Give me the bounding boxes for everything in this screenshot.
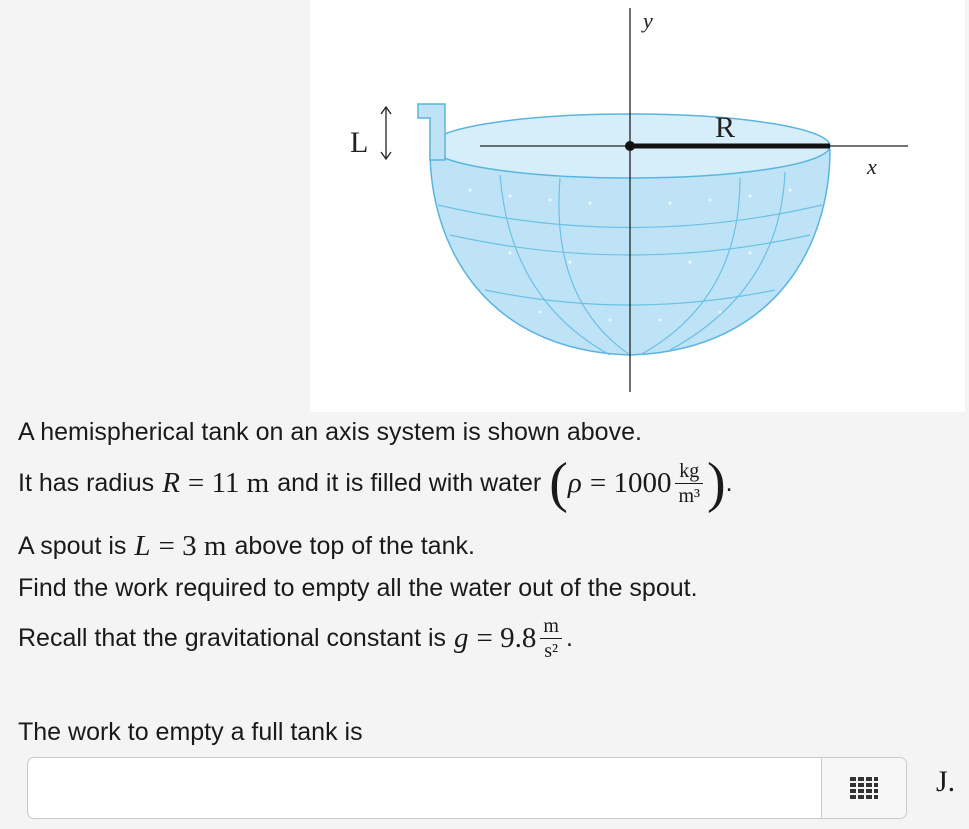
answer-field-container (27, 757, 907, 819)
radius-prefix: It has radius (18, 468, 155, 497)
problem-line-2 (18, 452, 733, 514)
left-paren: ( (549, 452, 568, 514)
gravity-prefix: Recall that the gravitational constant is (18, 624, 447, 652)
line2-period: . (725, 468, 733, 497)
keypad-grid-icon (850, 777, 878, 799)
answer-unit: J. (936, 765, 956, 798)
spout-height-arrow (381, 107, 391, 159)
g-value: = 9.8 (476, 622, 537, 654)
water-text: and it is filled with water (277, 468, 542, 497)
rho-variable: ρ (567, 466, 582, 499)
spout-value: = 3 m (158, 530, 227, 562)
radius-label: R (715, 111, 736, 144)
task-text: Find the work required to empty all the water out of the spout. (18, 574, 698, 602)
line5-period: . (565, 624, 573, 652)
problem-line-1 (18, 418, 642, 447)
rho-unit (675, 461, 703, 506)
keypad-button[interactable] (821, 758, 906, 818)
spout-prefix: A spout is (18, 532, 127, 560)
radius-variable: R (162, 466, 180, 499)
answer-input[interactable] (28, 758, 823, 818)
tank-figure (310, 0, 965, 412)
right-paren: ) (707, 452, 726, 514)
problem-line-3 (18, 530, 475, 563)
g-unit (540, 616, 562, 661)
problem-line-4 (18, 574, 698, 603)
answer-prompt (18, 718, 363, 747)
spout-variable: L (134, 530, 151, 562)
spout-label: L (350, 126, 369, 159)
spout-pipe (418, 104, 445, 160)
problem-line-5 (18, 616, 573, 661)
rho-value: = 1000 (589, 466, 672, 499)
x-axis-label: x (867, 154, 877, 179)
rho-unit-num: kg (679, 459, 700, 482)
answer-prompt-text: The work to empty a full tank is (18, 718, 363, 746)
radius-value: = 11 m (187, 466, 270, 499)
y-axis-label: y (643, 8, 653, 33)
rho-unit-den: m³ (678, 484, 701, 507)
g-unit-num: m (543, 615, 559, 637)
intro-text: A hemispherical tank on an axis system is shown above. (18, 418, 642, 446)
g-variable: g (454, 622, 469, 654)
g-unit-den: s² (544, 640, 559, 662)
spout-suffix: above top of the tank. (234, 532, 475, 560)
